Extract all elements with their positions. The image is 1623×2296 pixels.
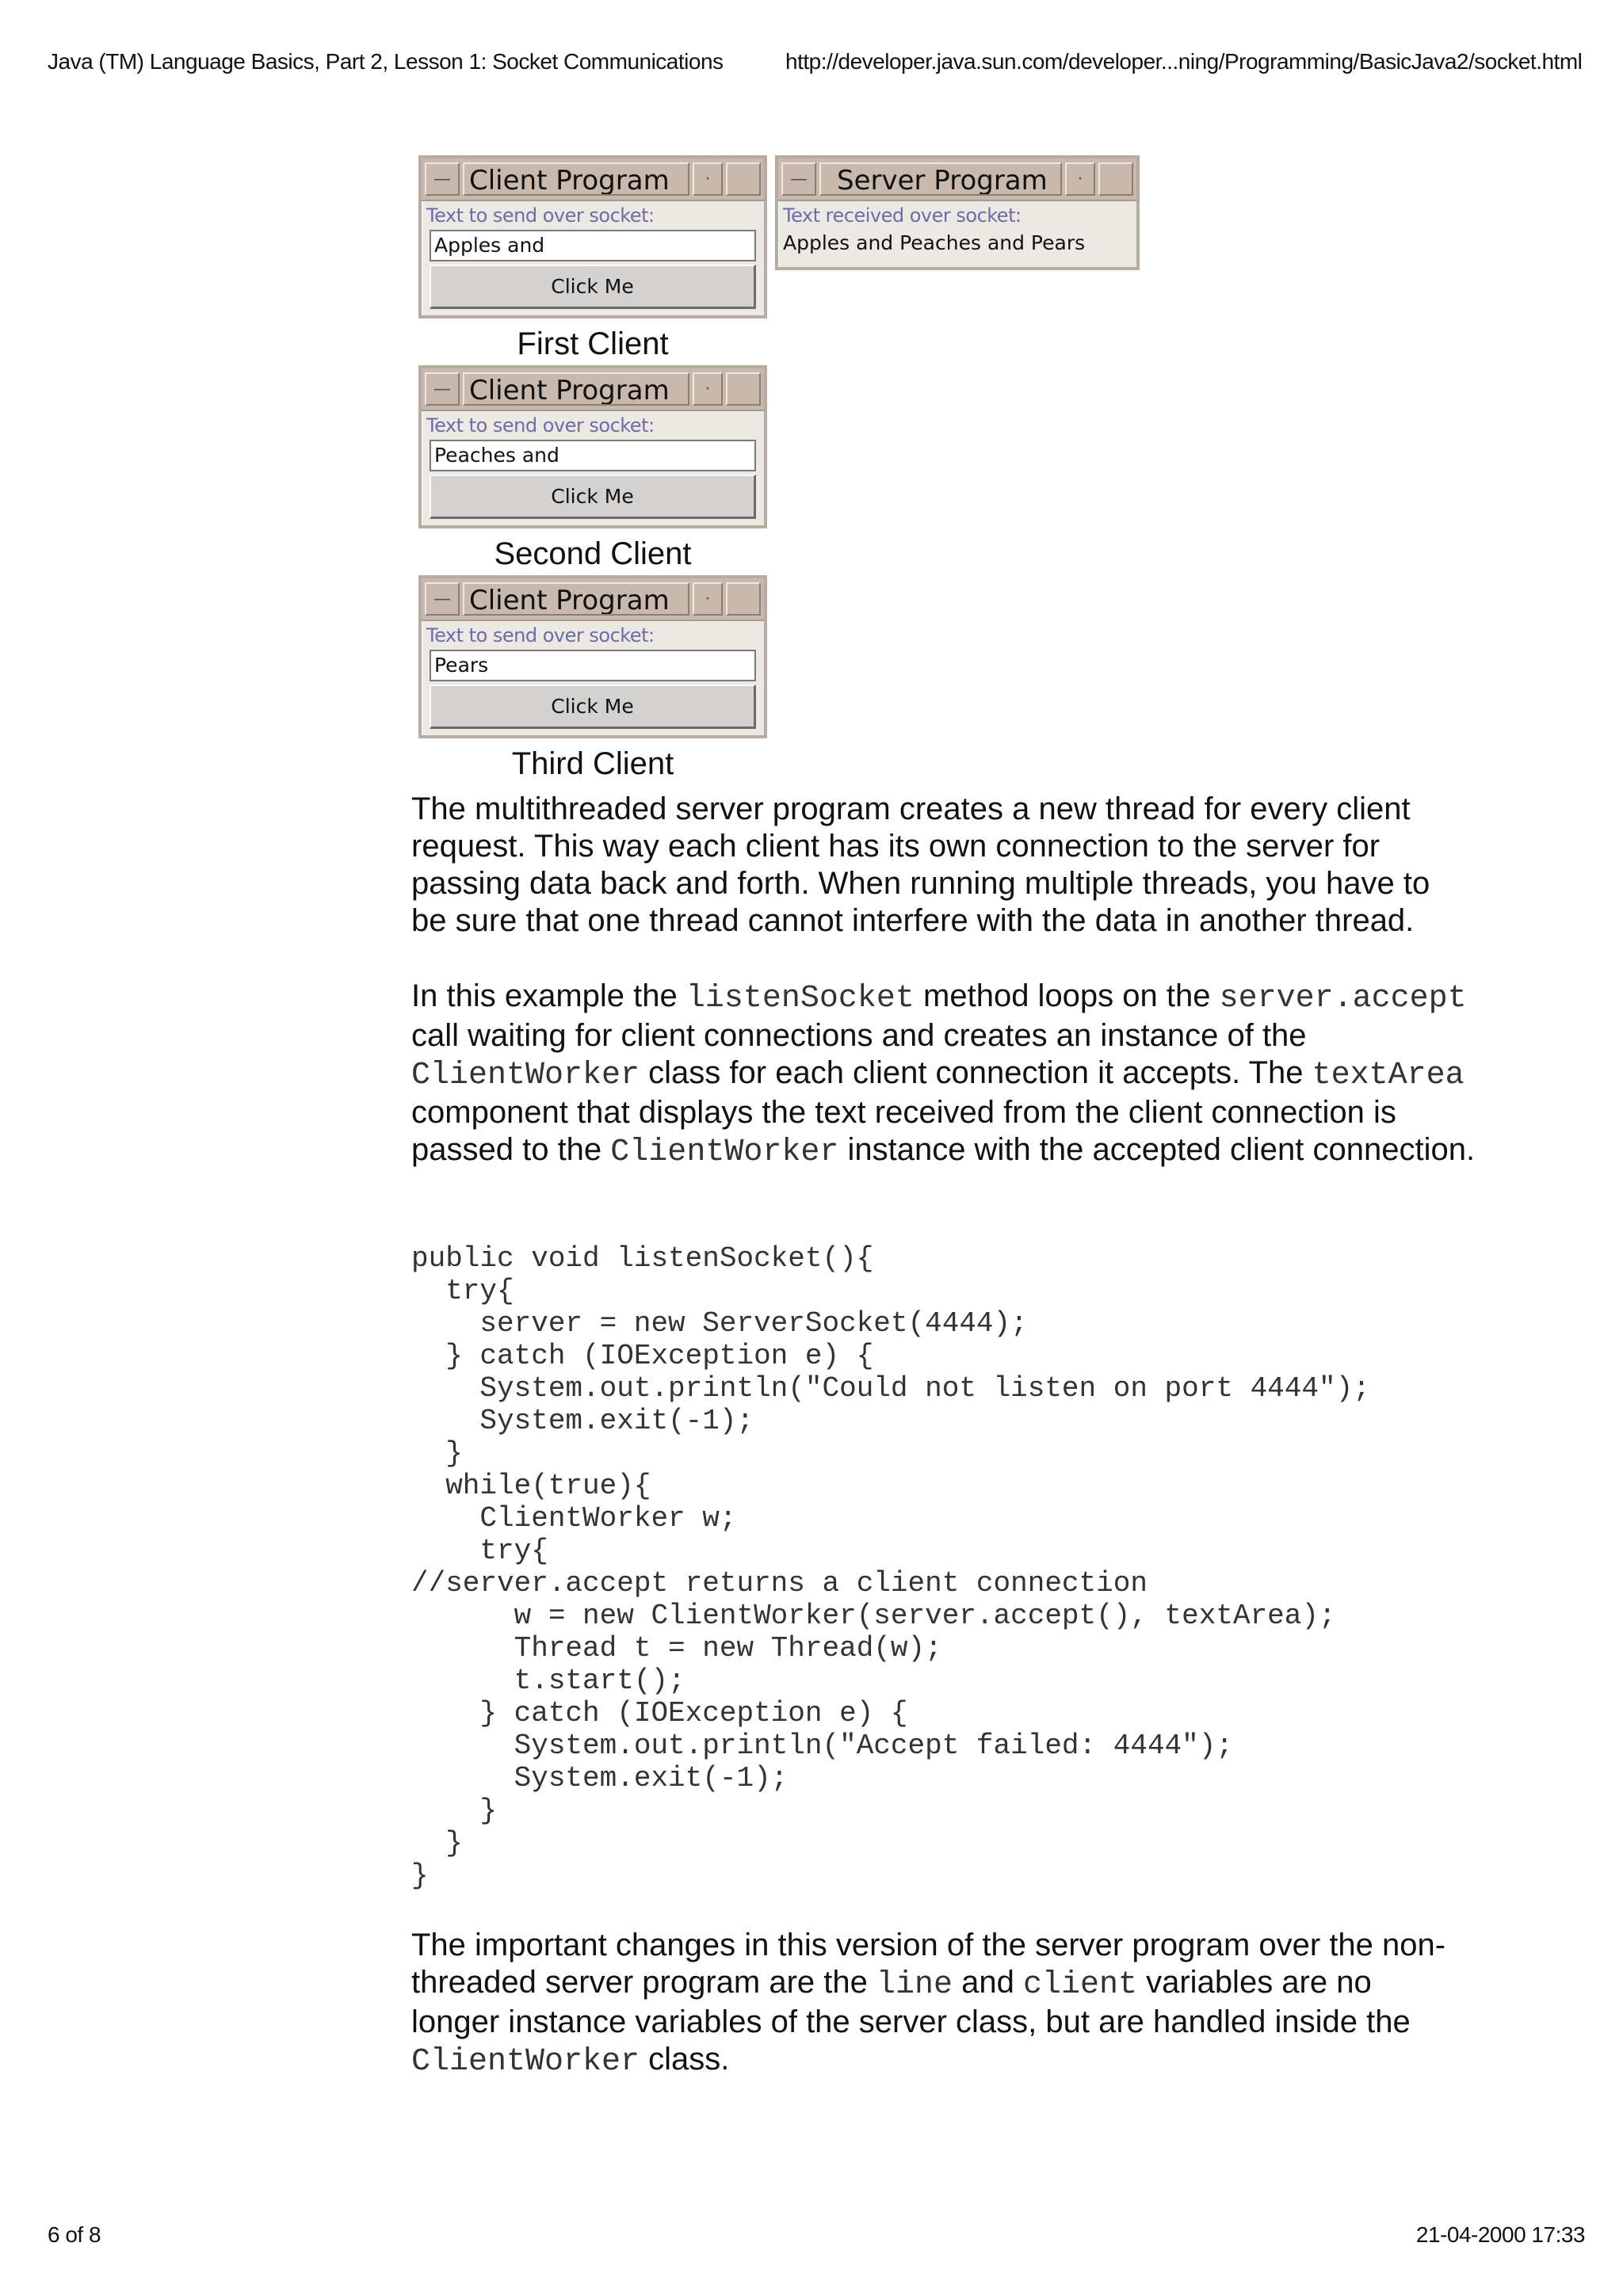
page-header-url: http://developer.java.sun.com/developer...ning/Programming/BasicJava2/socket.html — [785, 49, 1583, 74]
text-run: call waiting for client connections and creates an instance of the — [411, 1018, 1307, 1053]
caption-third-client: Third Client — [511, 746, 674, 781]
text-run: and — [953, 1965, 1023, 2000]
code-line: line — [876, 1967, 953, 2003]
page-number: 6 of 8 — [48, 2222, 101, 2247]
click-me-button[interactable]: Click Me — [430, 265, 756, 309]
client-window-first — [418, 155, 767, 318]
paragraph-important-changes — [411, 1927, 1465, 2081]
send-text-field[interactable]: Pears — [430, 650, 756, 681]
text-run: class. — [640, 2042, 730, 2077]
client-window-third — [418, 575, 767, 738]
text-run: In this example the — [411, 978, 686, 1013]
window-titlebar[interactable] — [422, 578, 764, 621]
window-title: Client Program — [463, 372, 689, 406]
received-label: Text received over socket: — [783, 204, 1022, 227]
code-ClientWorker: ClientWorker — [411, 2044, 640, 2080]
window-menu-icon[interactable]: · — [693, 372, 723, 406]
window-titlebar[interactable] — [422, 368, 764, 411]
text-run: instance with the accepted client connection. — [838, 1132, 1476, 1167]
click-me-button[interactable]: Click Me — [430, 685, 756, 729]
window-titlebar[interactable] — [422, 158, 764, 201]
send-text-field[interactable]: Apples and — [430, 230, 756, 261]
maximize-icon[interactable] — [1098, 162, 1133, 196]
window-menu-icon[interactable]: · — [693, 162, 723, 196]
code-client: client — [1022, 1967, 1137, 2003]
client-window-second — [418, 365, 767, 528]
code-listing-listenSocket: public void listenSocket(){ try{ server = new ServerSocket(4444); } catch (IOException e) { System.out.println("Could not listen on port 4444"); System.exit(-1); } while(true){ ClientWorker w; try{ //server.accept returns a client connection w = new ClientWorker(server.accept(), textArea); Thread t = new Thread(w); t.start(); } catch (IOException e) { System.out.println("Accept failed: 4444"); System.exit(-1); } } } — [411, 1242, 1370, 1892]
text-run: class for each client connection it accepts. The — [640, 1055, 1312, 1090]
text-run: component that displays the text received from the client connection is passed to the — [411, 1095, 1396, 1167]
window-titlebar[interactable] — [778, 158, 1136, 201]
code-server-accept: server.accept — [1219, 981, 1467, 1016]
paragraph-multithreaded: The multithreaded server program creates a new thread for every client request. This way each client has its own connection to the server for passing data back and forth. When running multiple threads, you have to be sure that one thread cannot interfere with the data in another thread. — [411, 791, 1430, 938]
window-title: Client Program — [463, 162, 689, 196]
code-ClientWorker: ClientWorker — [610, 1135, 839, 1170]
send-label: Text to send over socket: — [426, 624, 655, 646]
page-header-title: Java (TM) Language Basics, Part 2, Lesson 1: Socket Communications — [48, 49, 724, 74]
window-title: Client Program — [463, 582, 689, 616]
text-run: The important changes in this version of the server program over the non-threaded server program are the — [411, 1928, 1446, 2000]
text-run: variables are no longer instance variables of the server class, but are handled inside the — [411, 1965, 1411, 2039]
caption-first-client: First Client — [517, 326, 669, 361]
code-ClientWorker: ClientWorker — [411, 1058, 640, 1093]
received-text-area[interactable]: Apples and Peaches and Pears — [783, 231, 1086, 254]
maximize-icon[interactable] — [726, 162, 761, 196]
maximize-icon[interactable] — [726, 582, 761, 616]
window-menu-icon[interactable]: · — [1065, 162, 1095, 196]
code-textArea: textArea — [1312, 1058, 1465, 1093]
paragraph-listen-socket — [411, 978, 1489, 1171]
minimize-icon[interactable]: — — [425, 372, 460, 406]
minimize-icon[interactable]: — — [425, 582, 460, 616]
send-text-field[interactable]: Peaches and — [430, 440, 756, 471]
click-me-button[interactable]: Click Me — [430, 475, 756, 519]
send-label: Text to send over socket: — [426, 414, 655, 437]
window-title: Server Program — [819, 162, 1062, 196]
server-window — [775, 155, 1140, 270]
send-label: Text to send over socket: — [426, 204, 655, 227]
code-listenSocket: listenSocket — [685, 981, 915, 1016]
minimize-icon[interactable]: — — [425, 162, 460, 196]
window-menu-icon[interactable]: · — [693, 582, 723, 616]
minimize-icon[interactable]: — — [781, 162, 816, 196]
caption-second-client: Second Client — [494, 536, 692, 571]
text-run: method loops on the — [914, 978, 1220, 1013]
maximize-icon[interactable] — [726, 372, 761, 406]
print-datetime: 21-04-2000 17:33 — [1415, 2222, 1585, 2247]
